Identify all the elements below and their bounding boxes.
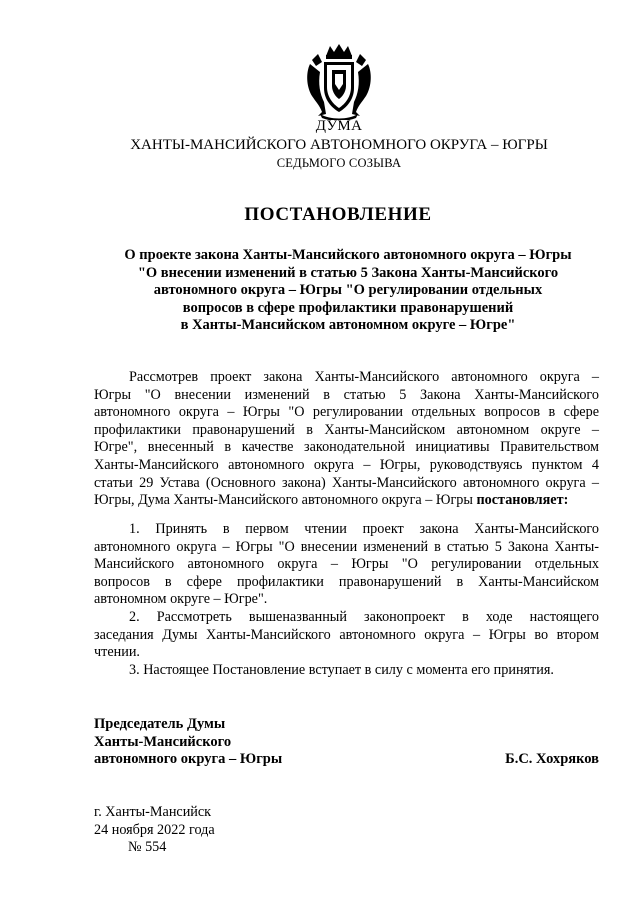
place-date-number	[94, 804, 215, 857]
signatory-position-line: Ханты-Мансийского	[94, 733, 232, 750]
item1-line: вопросов в сфере профилактики правонарушений в Ханты-Мансийском	[94, 573, 599, 590]
preamble-line-last	[94, 492, 599, 510]
subject-line: вопросов в сфере профилактики правонарушений	[182, 299, 514, 316]
document-type-title: ПОСТАНОВЛЕНИЕ	[244, 204, 432, 225]
preamble-line: Ханты-Мансийского автономного округа – Югры, руководствуясь пунктом 4	[94, 456, 599, 473]
signature-block	[94, 716, 599, 769]
resolution-items	[94, 521, 599, 679]
subject-line: "О внесении изменений в статью 5 Закона Ханты-Мансийского	[137, 264, 559, 281]
item2-line: заседания Думы Ханты-Мансийского автономного округа – Югры во втором	[94, 626, 599, 643]
subject-line: автономного округа – Югры "О регулировании отдельных	[153, 282, 543, 298]
item1-line: автономном округе – Югре".	[94, 591, 268, 608]
document-number: № 554	[128, 839, 167, 856]
preamble-line: Рассмотрев проект закона Ханты-Мансийского автономного округа –	[129, 369, 599, 385]
issuer-convocation: СЕДЬМОГО СОЗЫВА	[276, 156, 402, 170]
item3-line: 3. Настоящее Постановление вступает в силу с момента его принятия.	[129, 661, 554, 678]
coat-of-arms-icon	[302, 42, 376, 120]
signatory-name: Б.С. Хохряков	[505, 751, 599, 767]
item1-line: автономного округа – Югры "О внесении изменений в статью 5 Закона Ханты-	[94, 538, 599, 555]
preamble-line: статьи 29 Устава (Основного закона) Ханты-Мансийского автономного округа –	[94, 474, 599, 491]
issuer-okrug: ХАНТЫ-МАНСИЙСКОГО АВТОНОМНОГО ОКРУГА – ЮГРЫ	[130, 137, 548, 153]
subject-line: в Ханты-Мансийском автономном округе – Югре"	[180, 317, 516, 333]
document-date: 24 ноября 2022 года	[94, 821, 215, 838]
preamble-paragraph	[94, 369, 599, 510]
issuer-duma: ДУМА	[315, 118, 363, 134]
subject-line: О проекте закона Ханты-Мансийского автономного округа – Югры	[124, 247, 572, 263]
preamble-line: профилактики правонарушений в Ханты-Мансийском автономном округе –	[94, 421, 599, 438]
signatory-position-line: автономного округа – Югры	[94, 751, 283, 767]
item2-line: чтении.	[94, 644, 140, 661]
item1-line: 1. Принять в первом чтении проект закона Ханты-Мансийского	[129, 521, 599, 537]
preamble-line: Югры "О внесении изменений в статью 5 Закона Ханты-Мансийского	[94, 386, 599, 403]
document-subject	[96, 247, 600, 335]
preamble-line: Югре", внесенный в качестве законодательной инициативы Правительством	[94, 439, 599, 456]
preamble-last-text: Югры, Дума Ханты-Мансийского автономного округа – Югры	[94, 492, 473, 509]
preamble-line: автономного округа – Югры "О регулировании отдельных вопросов в сфере	[94, 404, 599, 421]
document-city: г. Ханты-Мансийск	[94, 804, 212, 820]
issuer-header	[0, 118, 640, 171]
item2-line: 2. Рассмотреть вышеназванный законопроект в ходе настоящего	[129, 608, 599, 625]
resolves-word: постановляет:	[476, 492, 569, 509]
signatory-position-line: Председатель Думы	[94, 716, 226, 732]
item1-line: Мансийского автономного округа – Югры "О регулировании отдельных	[94, 556, 599, 573]
